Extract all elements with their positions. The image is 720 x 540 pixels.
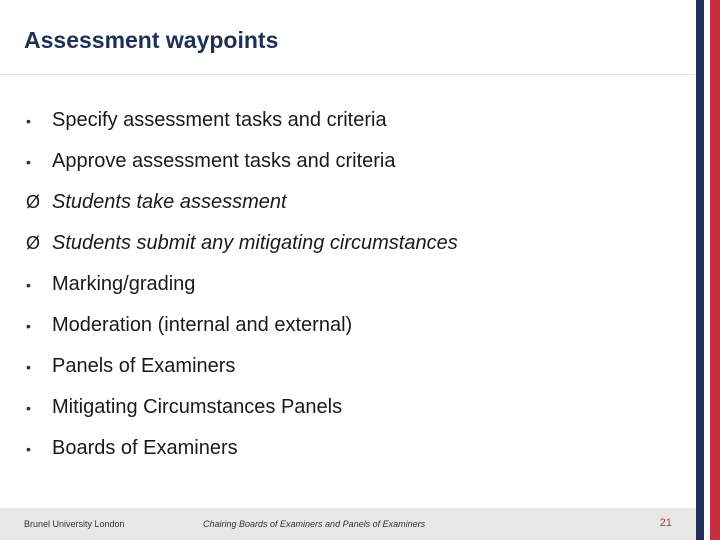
slide-title: Assessment waypoints [24,27,279,53]
bullet-dot-icon: • [26,112,31,129]
arrow-bullet-icon: Ø [26,233,41,253]
bullet-dot-icon: • [26,440,31,457]
bullet-dot-icon: • [26,276,31,293]
bullet-text: Panels of Examiners [52,355,236,377]
bullet-item-mitigating-panels [26,387,458,428]
bullet-list [26,100,458,469]
slide-footer [0,508,696,540]
bullet-text: Mitigating Circumstances Panels [52,396,343,418]
bullet-item-students-submit [26,223,458,264]
bullet-text: Students take assessment [52,191,287,213]
bullet-dot-icon: • [26,358,31,375]
bullet-item-specify [26,100,458,141]
bullet-item-marking [26,264,458,305]
bullet-text: Students submit any mitigating circumstances [52,232,458,254]
footer-institution: Brunel University London [24,519,125,529]
footer-presentation-title: Chairing Boards of Examiners and Panels of Examiners [203,519,426,529]
bullet-text: Approve assessment tasks and criteria [52,150,396,172]
bullet-dot-icon: • [26,399,31,416]
bullet-item-approve [26,141,458,182]
bullet-dot-icon: • [26,153,31,170]
navy-stripe [696,0,704,540]
bullet-text: Boards of Examiners [52,437,238,459]
bullet-item-students-take [26,182,458,223]
bullet-text: Moderation (internal and external) [52,314,353,336]
bullet-item-panels [26,346,458,387]
bullet-dot-icon: • [26,317,31,334]
title-divider [0,74,696,75]
red-stripe [710,0,720,540]
page-number: 21 [659,517,672,529]
arrow-bullet-icon: Ø [26,192,41,212]
bullet-item-boards [26,428,458,469]
decorative-side-stripes [696,0,720,540]
bullet-item-moderation [26,305,458,346]
bullet-text: Specify assessment tasks and criteria [52,109,387,131]
bullet-text: Marking/grading [52,273,196,295]
